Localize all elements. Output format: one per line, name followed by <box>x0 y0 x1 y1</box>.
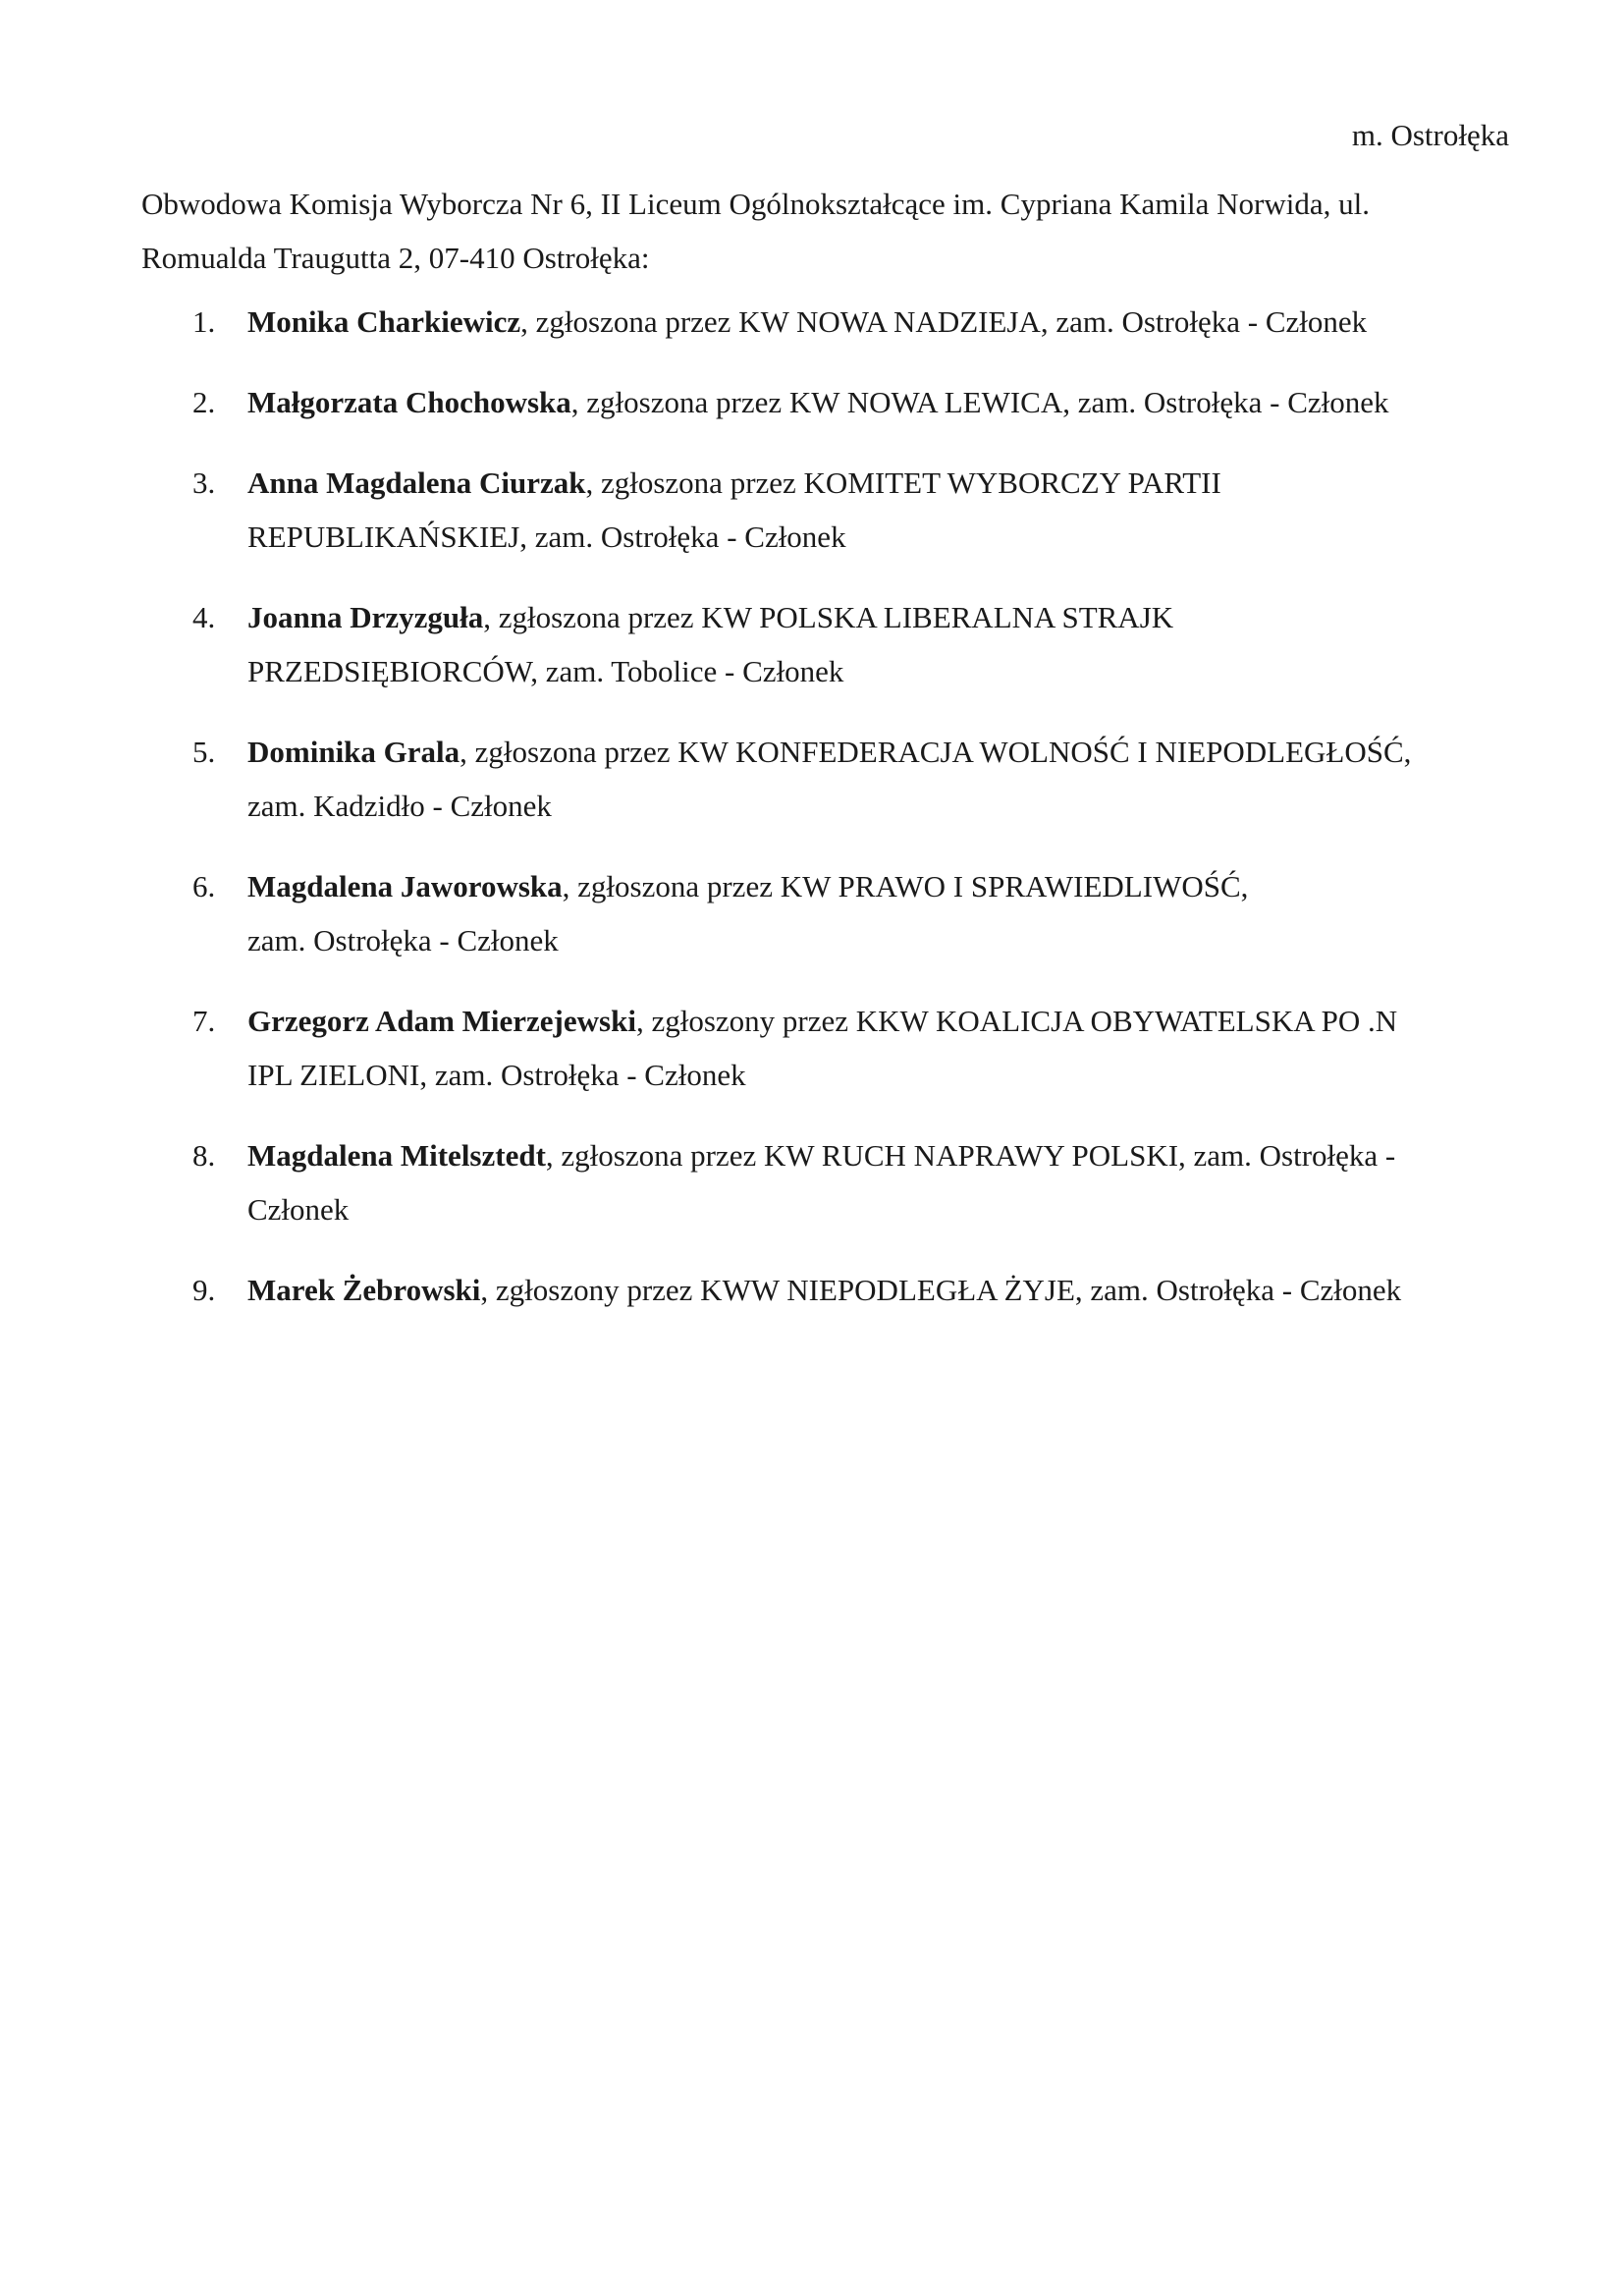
member-number: 8. <box>192 1138 216 1173</box>
member-details: , zgłoszony przez KWW NIEPODLEGŁA ŻYJE, zam. Ostrołęka - Członek <box>480 1273 1402 1307</box>
member-item <box>141 994 1467 1102</box>
member-item <box>141 590 1467 698</box>
member-item <box>141 456 1467 564</box>
member-details: , zgłoszona przez KW NOWA LEWICA, zam. Ostrołęka - Członek <box>570 385 1389 419</box>
member-number: 4. <box>192 600 216 634</box>
member-item <box>141 375 1467 429</box>
commission-header-line-2: Romualda Traugutta 2, 07-410 Ostrołęka: <box>141 241 650 275</box>
member-name: Joanna Drzyzguła <box>247 600 484 634</box>
member-item <box>141 295 1467 349</box>
member-number: 3. <box>192 465 216 500</box>
member-details-continuation: zam. Kadzidło - Członek <box>247 789 552 823</box>
member-item <box>141 1128 1467 1236</box>
member-item <box>141 859 1467 967</box>
member-item <box>141 1263 1467 1317</box>
member-number: 5. <box>192 735 216 769</box>
member-name: Grzegorz Adam Mierzejewski <box>247 1004 636 1038</box>
member-name: Marek Żebrowski <box>247 1273 481 1307</box>
member-details: , zgłoszona przez KW PRAWO I SPRAWIEDLIWOŚĆ, <box>562 869 1249 903</box>
member-name: Magdalena Jaworowska <box>247 869 563 903</box>
member-details: , zgłoszona przez KW RUCH NAPRAWY POLSKI, zam. Ostrołęka - <box>545 1138 1396 1173</box>
locality-label: m. Ostrołęka <box>1351 118 1509 152</box>
commission-header-line-1: Obwodowa Komisja Wyborcza Nr 6, II Liceum Ogólnokształcące im. Cypriana Kamila Norwida, ul. <box>141 187 1370 221</box>
member-name: Anna Magdalena Ciurzak <box>247 465 586 500</box>
member-item <box>141 725 1467 833</box>
member-details-continuation: Członek <box>247 1192 350 1227</box>
member-name: Dominika Grala <box>247 735 460 769</box>
member-number: 9. <box>192 1273 216 1307</box>
member-details: , zgłoszona przez KW POLSKA LIBERALNA STRAJK <box>483 600 1174 634</box>
member-details-continuation: REPUBLIKAŃSKIEJ, zam. Ostrołęka - Członek <box>247 519 846 554</box>
member-number: 7. <box>192 1004 216 1038</box>
member-name: Magdalena Mitelsztedt <box>247 1138 546 1173</box>
members-list <box>141 295 1467 1317</box>
member-details: , zgłoszona przez KOMITET WYBORCZY PARTII <box>585 465 1221 500</box>
member-details-continuation: IPL ZIELONI, zam. Ostrołęka - Członek <box>247 1058 746 1092</box>
member-details-continuation: PRZEDSIĘBIORCÓW, zam. Tobolice - Członek <box>247 654 844 688</box>
member-number: 1. <box>192 304 216 339</box>
commission-header <box>141 177 1447 285</box>
member-name: Małgorzata Chochowska <box>247 385 571 419</box>
member-number: 2. <box>192 385 216 419</box>
member-details: , zgłoszona przez KW NOWA NADZIEJA, zam. Ostrołęka - Członek <box>520 304 1368 339</box>
member-name: Monika Charkiewicz <box>247 304 521 339</box>
member-details-continuation: zam. Ostrołęka - Członek <box>247 923 559 957</box>
member-details: , zgłoszony przez KKW KOALICJA OBYWATELSKA PO .N <box>635 1004 1398 1038</box>
member-details: , zgłoszona przez KW KONFEDERACJA WOLNOŚĆ I NIEPODLEGŁOŚĆ, <box>460 735 1412 769</box>
member-number: 6. <box>192 869 216 903</box>
